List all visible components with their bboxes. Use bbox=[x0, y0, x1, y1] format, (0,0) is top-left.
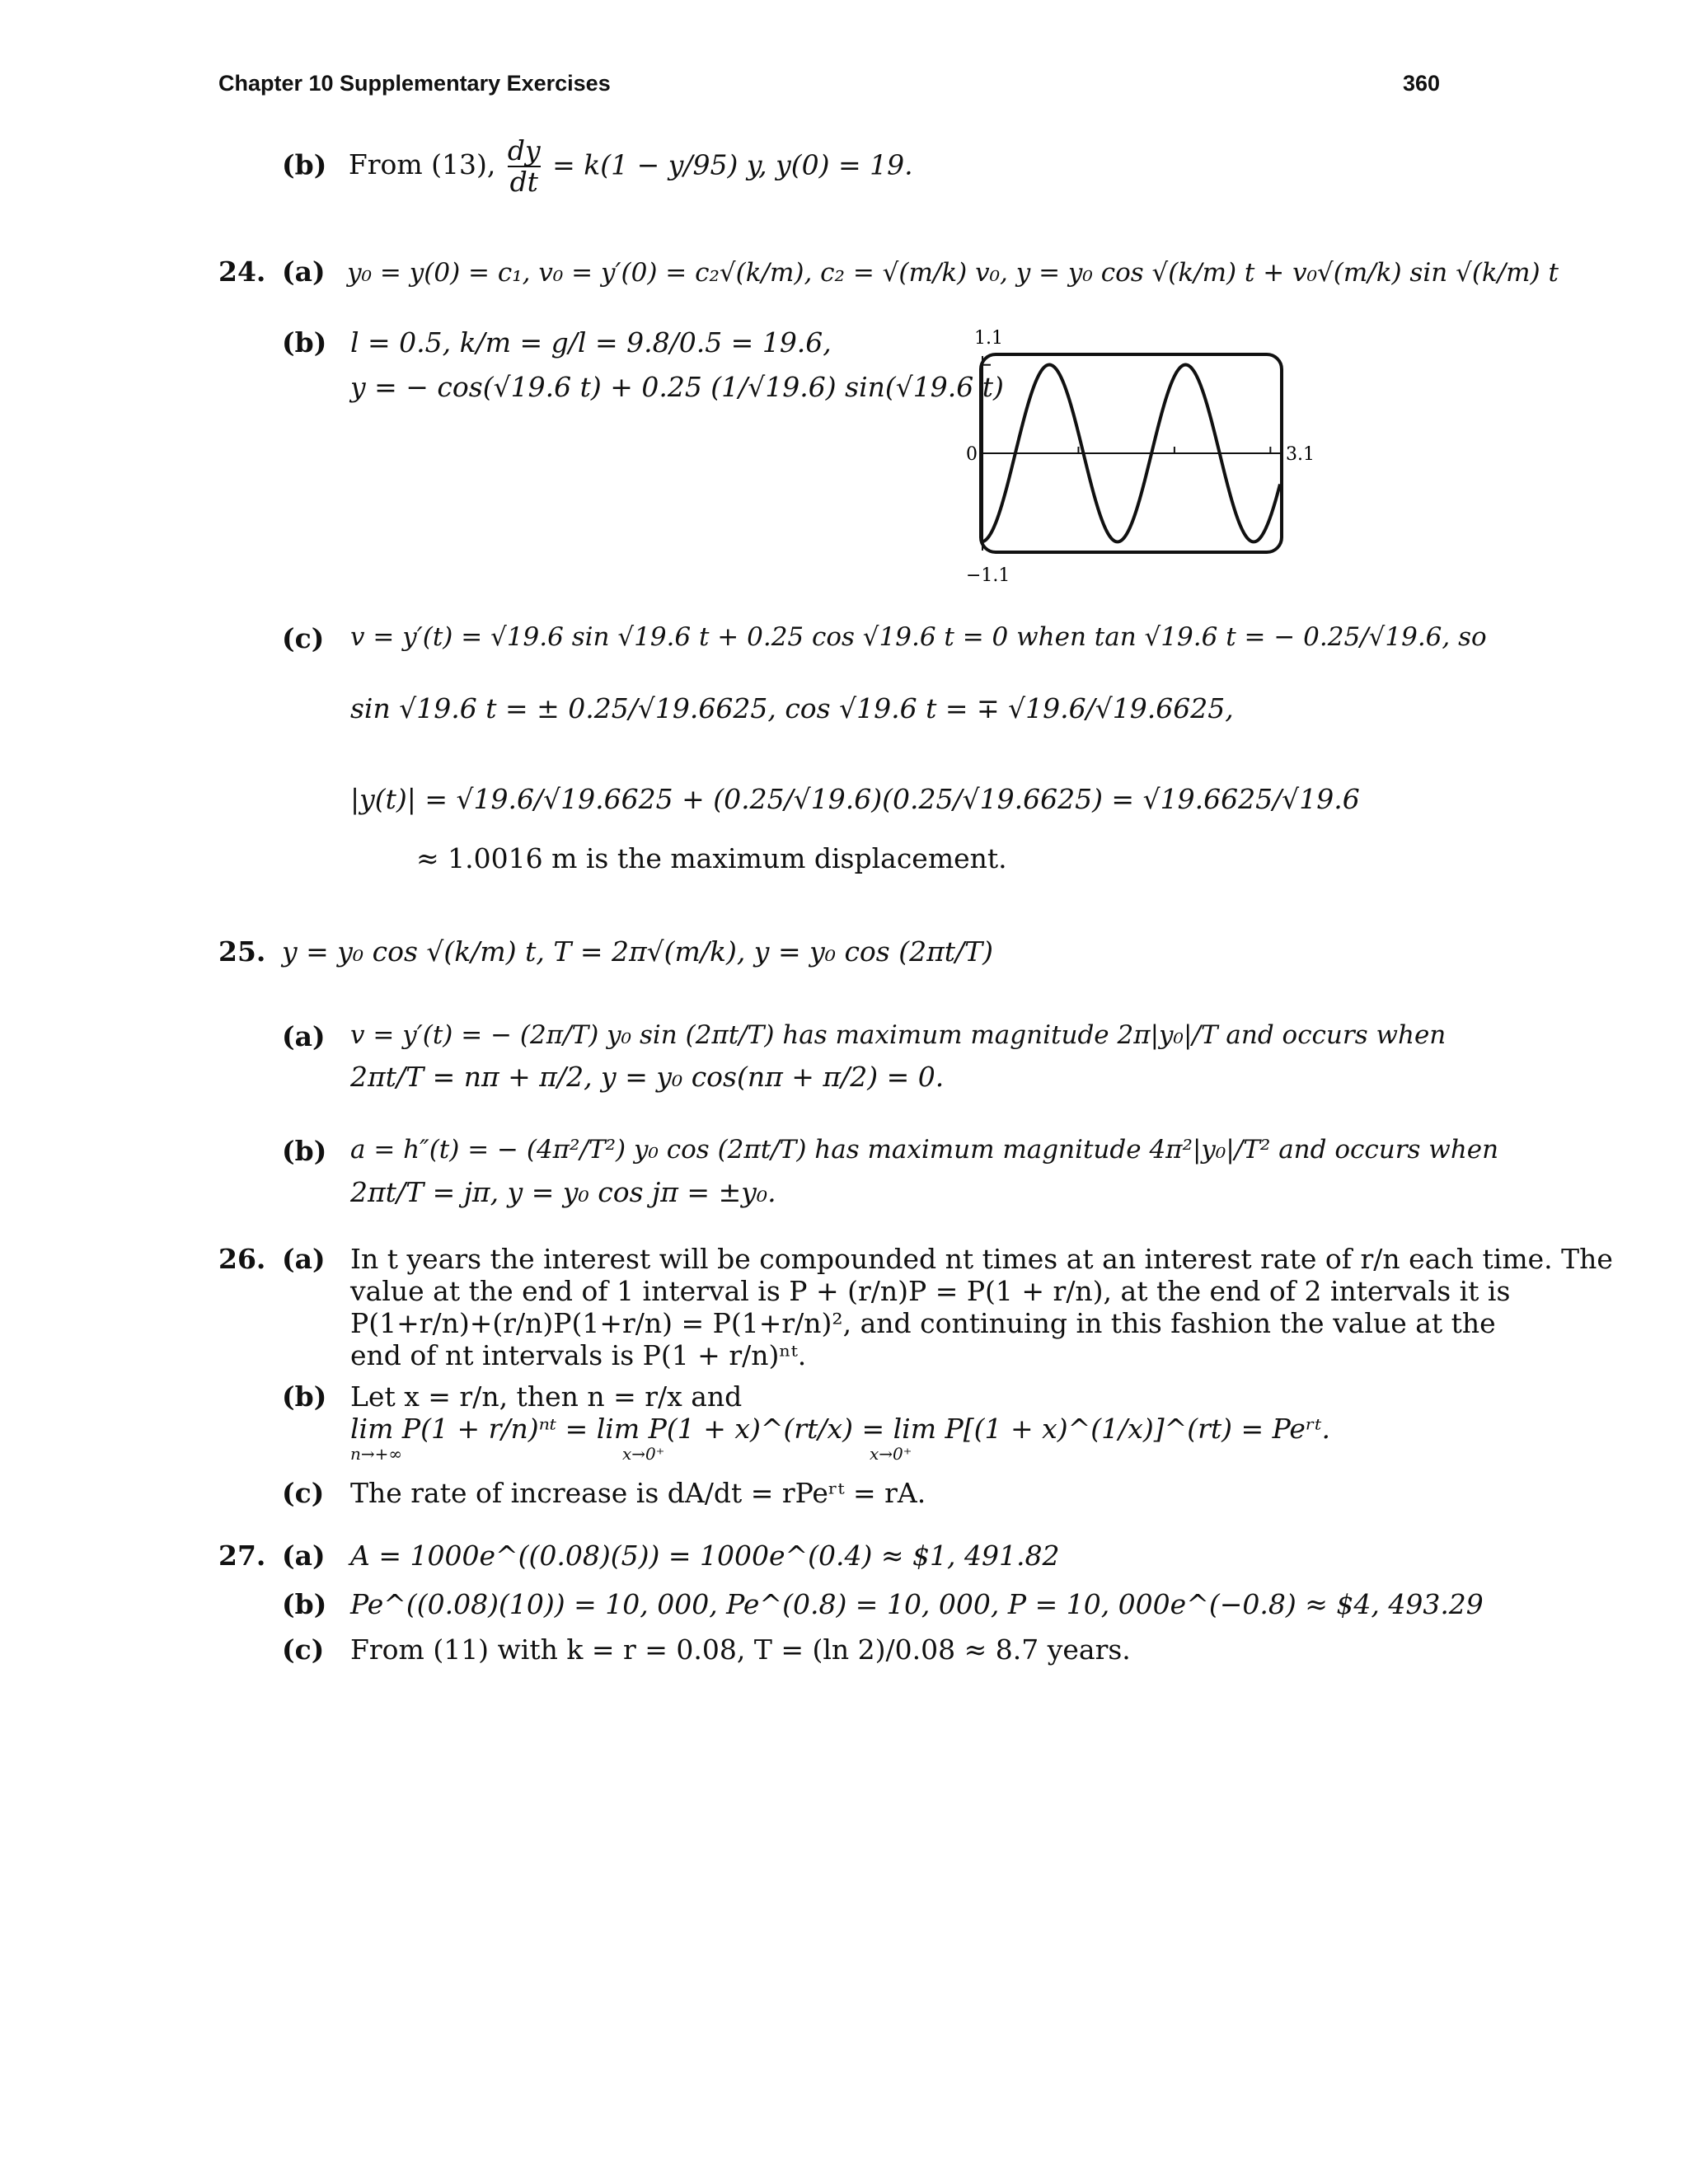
line-26a-3: P(1+r/n)+(r/n)P(1+r/n) = P(1+r/n)², and continuing in this fashion the value at the bbox=[350, 1307, 1496, 1339]
line-27a: A = 1000e^((0.08)(5)) = 1000e^(0.4) ≈ $1, 491.82 bbox=[350, 1540, 1060, 1572]
line-27b: Pe^((0.08)(10)) = 10, 000, Pe^(0.8) = 10, 000, P = 10, 000e^(−0.8) ≈ $4, 493.29 bbox=[350, 1588, 1484, 1620]
part-label-24c: (c) bbox=[282, 622, 325, 654]
part-label-26a: (a) bbox=[282, 1243, 326, 1275]
line-24c-1: v = y′(t) = √19.6 sin √19.6 t + 0.25 cos √19.6 t = 0 when tan √19.6 t = − 0.25/√19.6, so bbox=[350, 622, 1487, 652]
text: From (13), bbox=[348, 148, 496, 181]
chapter-title: Chapter 10 Supplementary Exercises bbox=[218, 71, 611, 96]
line-26a-4: end of nt intervals is P(1 + r/n)ⁿᵗ. bbox=[350, 1339, 807, 1371]
part-label-27c: (c) bbox=[282, 1633, 325, 1666]
part-label-26b: (b) bbox=[282, 1380, 327, 1413]
derivative-fraction: $\frac{dy}{dt}$ bbox=[507, 134, 541, 199]
line-24c-4: ≈ 1.0016 m is the maximum displacement. bbox=[416, 842, 1007, 874]
line-25-main: y = y₀ cos √(k/m) t, T = 2π√(m/k), y = y₀ cos (2πt/T) bbox=[282, 935, 994, 968]
line-24b-2: y = − cos(√19.6 t) + 0.25 (1/√19.6) sin(√19.6 t) bbox=[350, 371, 1004, 403]
line-26a-2: value at the end of 1 interval is P + (r/n)P = P(1 + r/n), at the end of 2 intervals it is bbox=[350, 1275, 1511, 1307]
part-label-25a: (a) bbox=[282, 1020, 326, 1052]
part-label-25b: (b) bbox=[282, 1135, 327, 1167]
x-min-label: 0 bbox=[966, 444, 978, 465]
line-25a-2: 2πt/T = nπ + π/2, y = y₀ cos(nπ + π/2) = 0. bbox=[350, 1061, 945, 1093]
limit-subscript-1: n→+∞ bbox=[350, 1444, 403, 1464]
line-24c-3: |y(t)| = √19.6/√19.6625 + (0.25/√19.6)(0.25/√19.6625) = √19.6625/√19.6 bbox=[350, 783, 1360, 815]
part-label-24b: (b) bbox=[282, 326, 327, 359]
line-26b-1: Let x = r/n, then n = r/x and bbox=[350, 1380, 743, 1413]
problem-number-27: 27. bbox=[218, 1540, 266, 1572]
logistic-equation: = k(1 − y/95) y, y(0) = 19. bbox=[552, 148, 913, 181]
page-number: 360 bbox=[1403, 71, 1441, 96]
line-25b-1: a = h″(t) = − (4π²/T²) y₀ cos (2πt/T) has maximum magnitude 4π²|y₀|/T² and occurs when bbox=[350, 1135, 1499, 1165]
equation: y₀ = y(0) = c₁, v₀ = y′(0) = c₂√(k/m), c₂ = √(m/k) v₀, y = y₀ cos √(k/m) t + v₀√(m/k) sin √(k/m) t bbox=[347, 258, 1559, 288]
problem-number-25: 25. bbox=[218, 935, 266, 968]
y-min-label: −1.1 bbox=[966, 565, 1010, 586]
part-label-27a: (a) bbox=[282, 1540, 326, 1572]
limit-subscript-2: x→0⁺ bbox=[622, 1444, 665, 1464]
problem-number-24: 24. bbox=[218, 255, 266, 288]
cosine-graph bbox=[956, 326, 1335, 589]
line-25a-1: v = y′(t) = − (2π/T) y₀ sin (2πt/T) has maximum magnitude 2π|y₀|/T and occurs when bbox=[350, 1020, 1447, 1050]
x-max-label: 3.1 bbox=[1286, 444, 1315, 465]
part-label: (a) bbox=[282, 255, 326, 288]
part-label: (b) bbox=[282, 148, 327, 181]
problem-24a bbox=[282, 255, 1559, 288]
line-27c: From (11) with k = r = 0.08, T = (ln 2)/0.08 ≈ 8.7 years. bbox=[350, 1633, 1131, 1666]
line-24c-2: sin √19.6 t = ± 0.25/√19.6625, cos √19.6 t = ∓ √19.6/√19.6625, bbox=[350, 692, 1234, 724]
line-26b-2: lim P(1 + r/n)ⁿᵗ = lim P(1 + x)^(rt/x) = lim P[(1 + x)^(1/x)]^(rt) = Peʳᵗ. bbox=[350, 1413, 1330, 1445]
problem-23b bbox=[282, 136, 913, 198]
limit-subscript-3: x→0⁺ bbox=[870, 1444, 912, 1464]
part-label-26c: (c) bbox=[282, 1477, 325, 1509]
problem-number-26: 26. bbox=[218, 1243, 266, 1275]
line-25b-2: 2πt/T = jπ, y = y₀ cos jπ = ±y₀. bbox=[350, 1176, 776, 1208]
y-max-label: 1.1 bbox=[974, 328, 1003, 349]
part-label-27b: (b) bbox=[282, 1588, 327, 1620]
line-26c: The rate of increase is dA/dt = rPeʳᵗ = rA. bbox=[350, 1477, 926, 1509]
line-26a-1: In t years the interest will be compounded nt times at an interest rate of r/n each time. The bbox=[350, 1243, 1613, 1275]
line-24b-1: l = 0.5, k/m = g/l = 9.8/0.5 = 19.6, bbox=[350, 326, 832, 359]
